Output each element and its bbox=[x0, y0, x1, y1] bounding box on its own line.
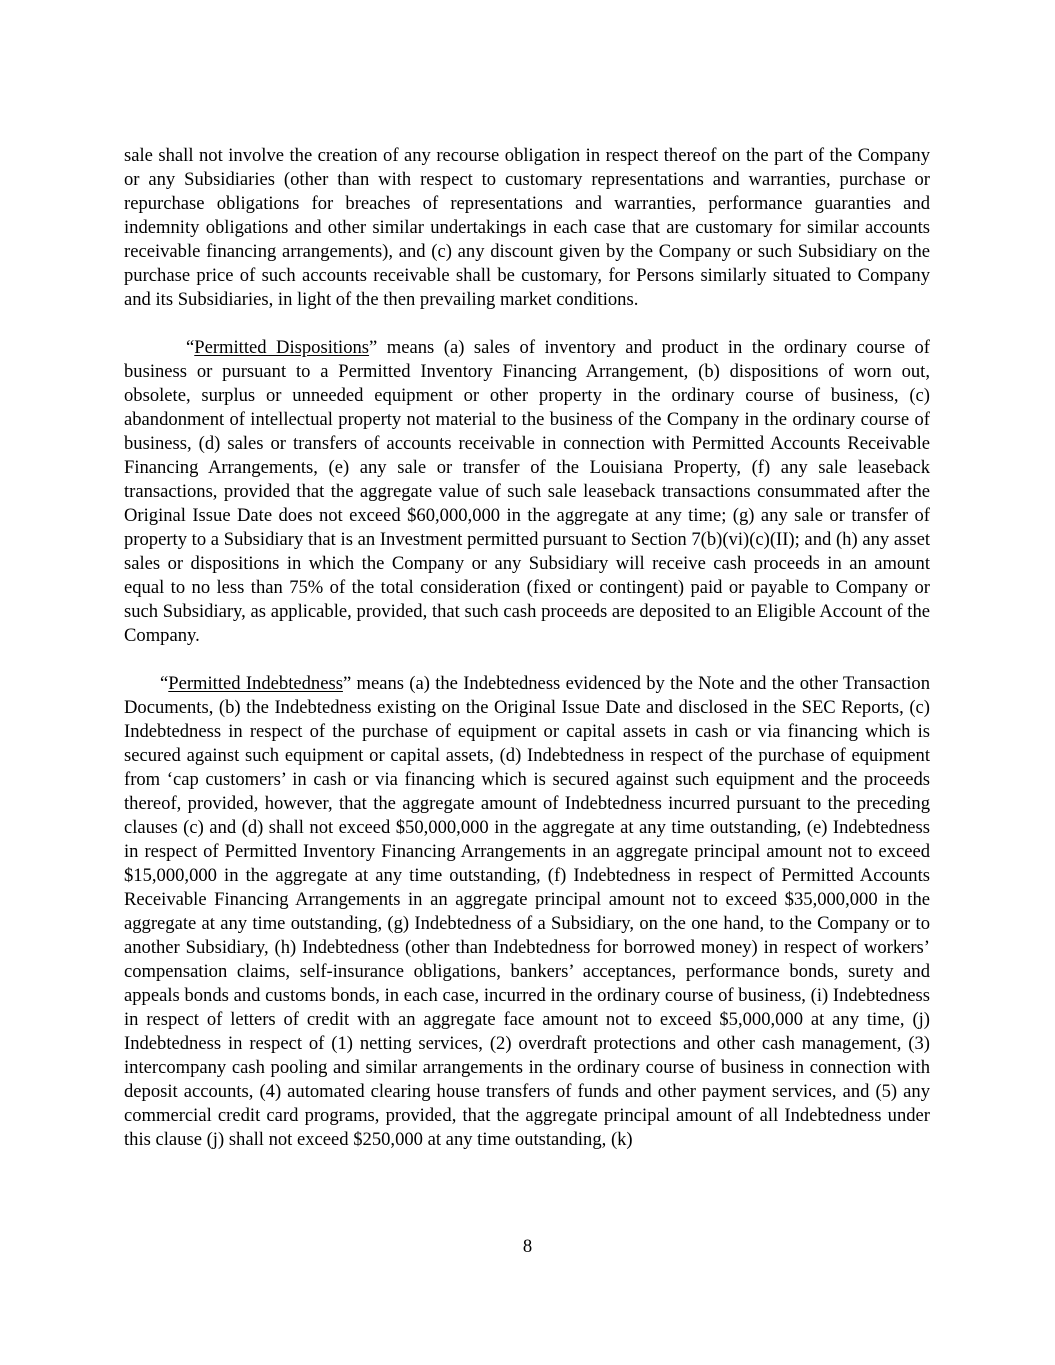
open-quote: “ bbox=[186, 337, 195, 358]
paragraph-permitted-indebtedness bbox=[124, 672, 930, 1152]
definition-text-permitted-indebtedness: ” means (a) the Indebtedness evidenced by the Note and the other Transaction Documents, (b) the Indebtedness existing on the Original Issue Date and disclosed in the SEC Reports, (c) Indebtedness in respect of the purchase of equipment or capital assets in cash or via financing which is secured against such equipment or capital assets, (d) Indebtedness in respect of the purchase of equipment from ‘cap customers’ in cash or via financing which is secured against such equipment and the proceeds thereof, provided, however, that the aggregate amount of Indebtedness incurred pursuant to the preceding clauses (c) and (d) shall not exceed $50,000,000 in the aggregate at any time outstanding, (e) Indebtedness in respect of Permitted Inventory Financing Arrangements in an aggregate principal amount not to exceed $15,000,000 in the aggregate at any time outstanding, (f) Indebtedness in respect of Permitted Accounts Receivable Financing Arrangements in an aggregate principal amount not to exceed $35,000,000 in the aggregate at any time outstanding, (g) Indebtedness of a Subsidiary, on the one hand, to the Company or to another Subsidiary, (h) Indebtedness (other than Indebtedness for borrowed money) in respect of workers’ compensation claims, self-insurance obligations, bankers’ acceptances, performance bonds, surety and appeals bonds and customs bonds, in each case, incurred in the ordinary course of business, (i) Indebtedness in respect of letters of credit with an aggregate face amount not to exceed $5,000,000 at any time, (j) Indebtedness in respect of (1) netting services, (2) overdraft protections and other cash management, (3) intercompany cash pooling and similar arrangements in the ordinary course of business in connection with deposit accounts, (4) automated clearing house transfers of funds and other payment services, and (5) any commercial credit card programs, provided, that the aggregate principal amount of all Indebtedness under this clause (j) shall not exceed $250,000 at any time outstanding, (k) bbox=[124, 673, 930, 1150]
defined-term-permitted-indebtedness: Permitted Indebtedness bbox=[168, 673, 343, 694]
page-number: 8 bbox=[522, 1236, 533, 1257]
document-page bbox=[124, 144, 930, 1152]
open-quote: “ bbox=[160, 673, 169, 694]
paragraph-continuation bbox=[124, 144, 930, 312]
paragraph-permitted-dispositions bbox=[124, 336, 930, 648]
definition-text-permitted-dispositions: ” means (a) sales of inventory and product in the ordinary course of business or pursuant to a Permitted Inventory Financing Arrangement, (b) dispositions of worn out, obsolete, surplus or unneeded equipment or other property in the ordinary course of business, (c) abandonment of intellectual property not material to the business of the Company in the ordinary course of business, (d) sales or transfers of accounts receivable in connection with Permitted Accounts Receivable Financing Arrangements, (e) any sale or transfer of the Louisiana Property, (f) any sale leaseback transactions, provided that the aggregate value of such sale leaseback transactions consummated after the Original Issue Date does not exceed $60,000,000 in the aggregate at any time; (g) any sale or transfer of property to a Subsidiary that is an Investment permitted pursuant to Section 7(b)(vi)(c)(II); and (h) any asset sales or dispositions in which the Company or any Subsidiary will receive cash proceeds in an amount equal to no less than 75% of the total consideration (fixed or contingent) paid or payable to Company or such Subsidiary, as applicable, provided, that such cash proceeds are deposited to an Eligible Account of the Company. bbox=[124, 337, 930, 646]
paragraph-continuation-text: sale shall not involve the creation of any recourse obligation in respect thereof on the part of the Company or any Subsidiaries (other than with respect to customary representations and warranties, purchase or repurchase obligations for breaches of representations and warranties, performance guaranties and indemnity obligations and other similar undertakings in each case that are customary for similar accounts receivable financing arrangements), and (c) any discount given by the Company or such Subsidiary on the purchase price of such accounts receivable shall be customary, for Persons similarly situated to Company and its Subsidiaries, in light of the then prevailing market conditions. bbox=[124, 145, 930, 310]
defined-term-permitted-dispositions: Permitted Dispositions bbox=[194, 337, 370, 358]
